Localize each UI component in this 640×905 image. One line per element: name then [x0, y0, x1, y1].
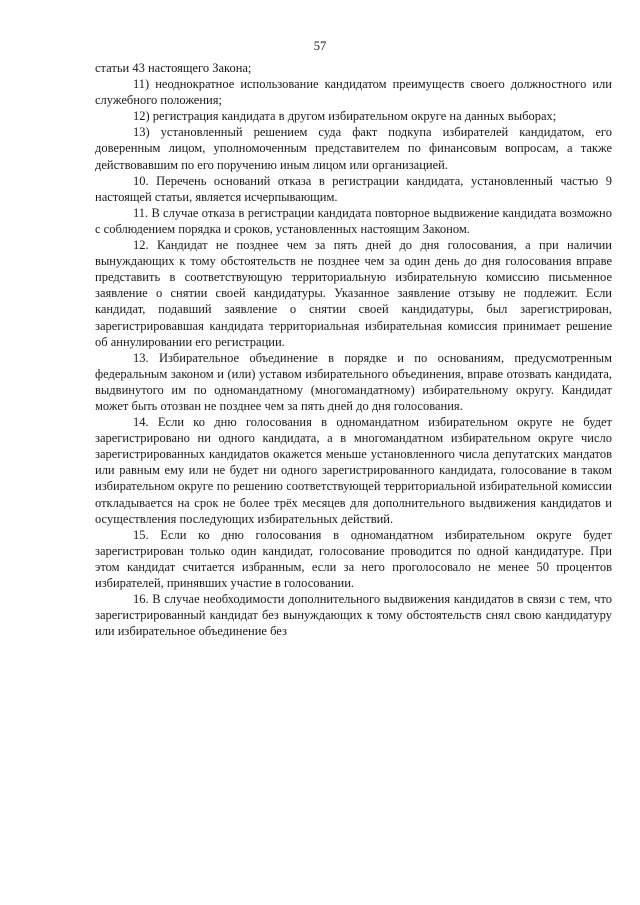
paragraph-part-14: 14. Если ко дню голосования в одномандатном избирательном округе не будет зарегистрировано ни одного кандидата, а в многомандатном избирательном округе число зарегистрированных кандидатов окажется меньше установленного числа депутатских мандатов или равным ему или не будет ни одного зарегистрированного кандидата, голосование в таком избирательном округе по решению соответствующей территориальной избирательной комиссии откладывается на срок не более трёх месяцев для дополнительного выдвижения кандидатов и осуществления последующих избирательных действий.: [95, 415, 612, 526]
paragraph-continuation: статьи 43 настоящего Закона;: [95, 61, 252, 75]
paragraph-part-15: 15. Если ко дню голосования в одномандатном избирательном округе будет зарегистрирован только один кандидат, голосование проводится по одной кандидатуре. При этом кандидат считается избранным, если за него проголосовало не менее 50 процентов избирателей, принявших участие в голосовании.: [95, 527, 612, 590]
paragraph-part-10: 10. Перечень оснований отказа в регистрации кандидата, установленный частью 9 настоящей статьи, является исчерпывающим.: [95, 173, 612, 204]
paragraph-item-12: 12) регистрация кандидата в другом избирательном округе на данных выборах;: [133, 109, 557, 124]
paragraph-part-13: 13. Избирательное объединение в порядке и по основаниям, предусмотренным федеральным законом и (или) уставом избирательного объединения, вправе отозвать кандидата, выдвинутого им по одномандатному (многомандатному) избирательному округу. Кандидат может быть отозван не позднее чем за пять дней до дня голосования.: [95, 350, 612, 413]
paragraph-part-12: 12. Кандидат не позднее чем за пять дней до дня голосования, а при наличии вынуждающих к тому обстоятельств не позднее чем за один день до дня голосования вправе представить в соответствующую территориальную избирательную комиссию письменное заявление о снятии своей кандидатуры. Указанное заявление отзыву не подлежит. Если кандидат, подавший заявление о снятии своей кандидатуры, был зарегистрирован, зарегистрировавшая кандидата территориальная избирательная комиссия принимает решение об аннулировании его регистрации.: [95, 238, 612, 349]
paragraph-item-11: 11) неоднократное использование кандидатом преимуществ своего должностного или служебного положения;: [95, 77, 612, 108]
paragraph-part-16: 16. В случае необходимости дополнительного выдвижения кандидатов в связи с тем, что зарегистрированный кандидат без вынуждающих к тому обстоятельств снял свою кандидатуру или избирательное объединение без: [95, 592, 612, 639]
paragraph-item-13: 13) установленный решением суда факт подкупа избирателей кандидатом, его доверенным лицом, уполномоченным представителем по финансовым вопросам, а также действовавшим по его поручению иным лицом или организацией.: [95, 125, 612, 172]
paragraph-part-11: 11. В случае отказа в регистрации кандидата повторное выдвижение кандидата возможно с соблюдением порядка и сроков, установленных настоящим Законом.: [95, 205, 612, 236]
page-number: 57: [313, 39, 327, 53]
document-body: [95, 60, 612, 639]
